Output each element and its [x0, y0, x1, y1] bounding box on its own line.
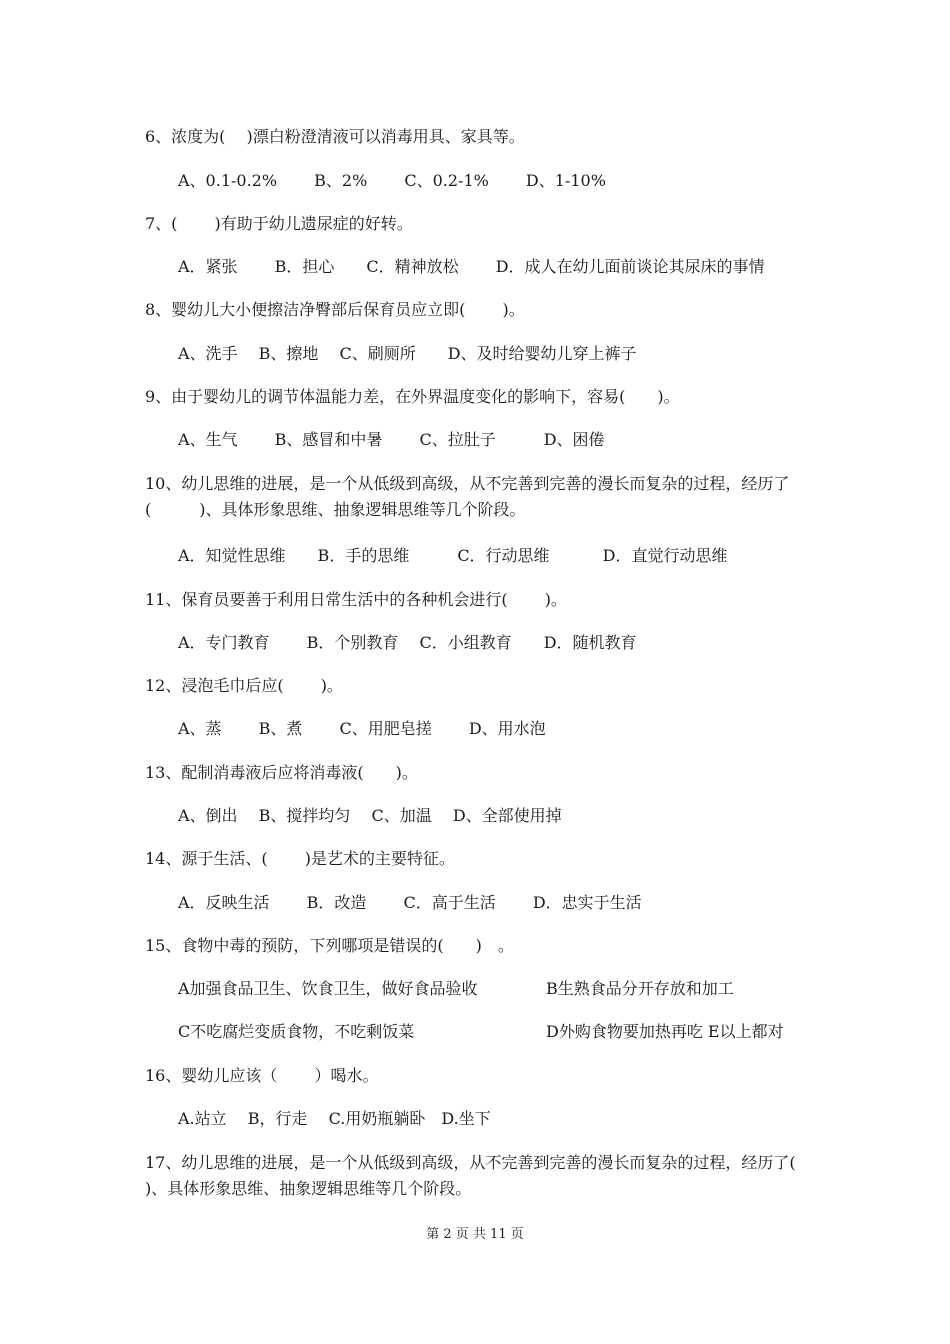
question-15-option-d-e: D外购食物要加热再吃 E以上都对: [546, 1022, 784, 1041]
question-14-options: A．反映生活 B．改造 C．高于生活 D．忠实于生活: [178, 893, 642, 912]
question-9: 9、由于婴幼儿的调节体温能力差，在外界温度变化的影响下，容易( )。: [145, 387, 680, 406]
question-13: 13、配制消毒液后应将消毒液( )。: [145, 763, 418, 782]
question-16: 16、婴幼儿应该（ ）喝水。: [145, 1066, 379, 1085]
question-14: 14、源于生活、( )是艺术的主要特征。: [145, 849, 455, 868]
question-17: 17、幼儿思维的进展，是一个从低级到高级，从不完善到完善的漫长而复杂的过程，经历了( )、具体形象思维、抽象逻辑思维等几个阶段。: [145, 1153, 833, 1198]
question-11: 11、保育员要善于利用日常生活中的各种机会进行( )。: [145, 590, 567, 609]
question-15-option-a: A加强食品卫生、饮食卫生，做好食品验收: [178, 979, 478, 998]
question-15-option-b: B生熟食品分开存放和加工: [546, 979, 734, 998]
question-15: 15、食物中毒的预防，下列哪项是错误的( ) 。: [145, 936, 514, 955]
question-9-options: A、生气 B、感冒和中暑 C、拉肚子 D、困倦: [178, 430, 605, 449]
question-13-options: A、倒出 B、搅拌均匀 C、加温 D、全部使用掉: [178, 806, 562, 825]
question-16-options: A.站立 B，行走 C.用奶瓶躺卧 D.坐下: [178, 1109, 491, 1128]
page-footer: 第 2 页 共 11 页: [426, 1227, 524, 1242]
question-11-options: A．专门教育 B．个别教育 C．小组教育 D．随机教育: [178, 633, 637, 652]
question-8-options: A、洗手 B、擦地 C、刷厕所 D、及时给婴幼儿穿上裤子: [178, 344, 637, 363]
question-10-options: A．知觉性思维 B．手的思维 C．行动思维 D．直觉行动思维: [178, 546, 728, 565]
question-12-options: A、蒸 B、煮 C、用肥皂搓 D、用水泡: [178, 719, 546, 738]
question-6-options: A、0.1-0.2% B、2% C、0.2-1% D、1-10%: [178, 171, 606, 190]
question-7-options: A．紧张 B．担心 C．精神放松 D．成人在幼儿面前谈论其尿床的事情: [178, 257, 765, 276]
question-7: 7、( )有助于幼儿遗尿症的好转。: [145, 214, 413, 233]
question-6: 6、浓度为( )漂白粉澄清液可以消毒用具、家具等。: [145, 127, 525, 146]
question-12: 12、浸泡毛巾后应( )。: [145, 676, 343, 695]
question-15-option-c: C不吃腐烂变质食物，不吃剩饭菜: [178, 1022, 415, 1041]
question-8: 8、婴幼儿大小便擦洁净臀部后保育员应立即( )。: [145, 300, 525, 319]
question-10: 10、幼儿思维的进展，是一个从低级到高级，从不完善到完善的漫长而复杂的过程，经历了( )、具体形象思维、抽象逻辑思维等几个阶段。: [145, 474, 790, 519]
